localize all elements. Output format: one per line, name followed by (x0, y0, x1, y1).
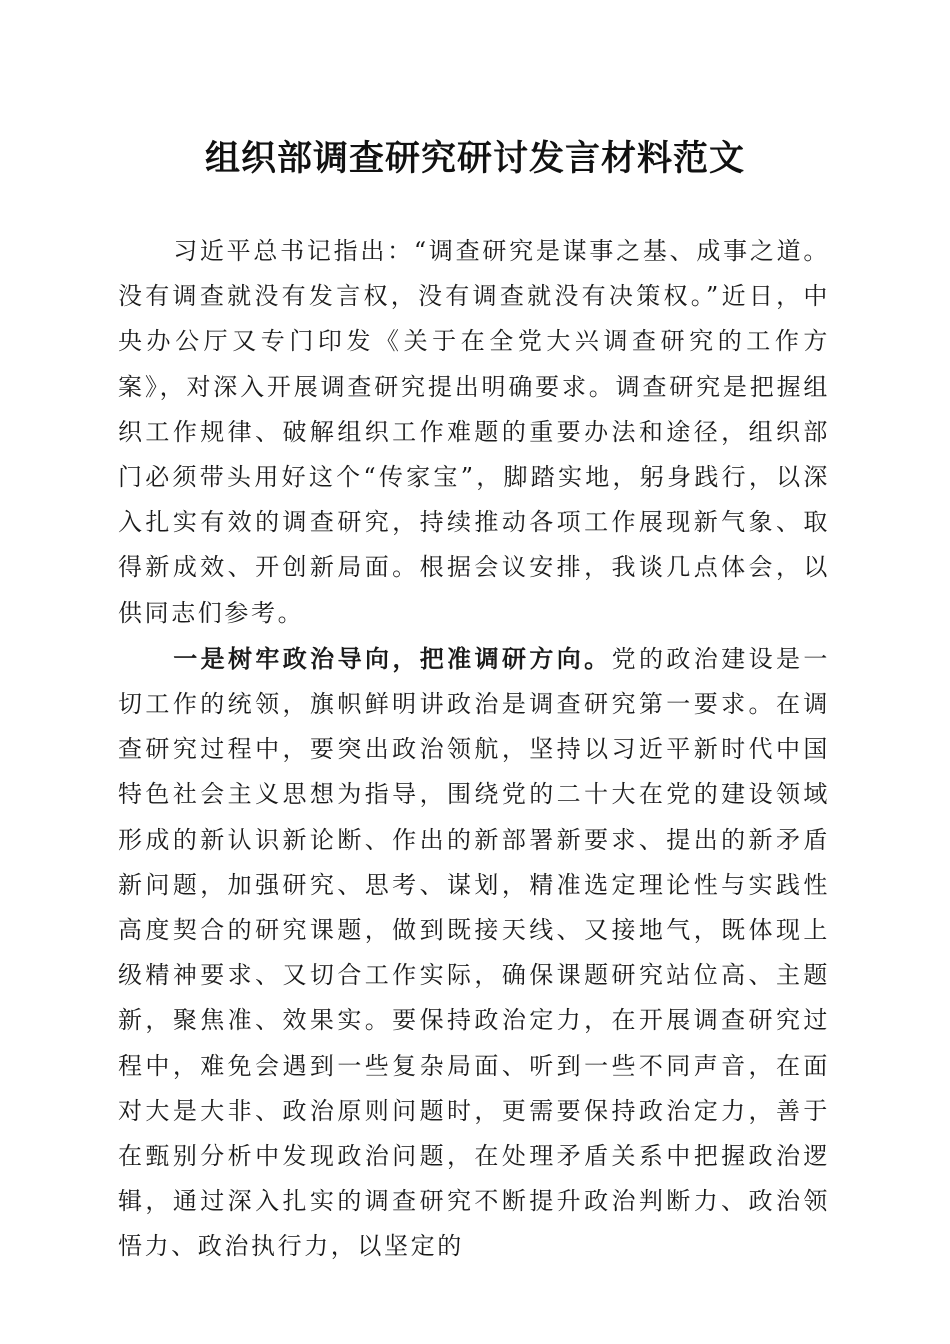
paragraph-point-one (118, 636, 830, 1270)
document-title: 组织部调查研究研讨发言材料范文 (204, 138, 745, 179)
document-body (118, 229, 830, 1270)
paragraph-text: 习近平总书记指出：“调查研究是谋事之基、成事之道。没有调查就没有发言权，没有调查就没有决策权。”近日，中央办公厅又专门印发《关于在全党大兴调查研究的工作方案》，对深入开展调查研究提出明确要求。调查研究是把握组织工作规律、破解组织工作难题的重要办法和途径，组织部门必须带头用好这个“传家宝”，脚踏实地，躬身践行，以深入扎实有效的调查研究，持续推动各项工作展现新气象、取得新成效、开创新局面。根据会议安排，我谈几点体会，以供同志们参考。 (118, 237, 830, 627)
paragraph-lead-heading: 一是树牢政治导向，把准调研方向。 (173, 643, 612, 673)
paragraph-intro (118, 229, 830, 636)
paragraph-text: 党的政治建设是一切工作的统领，旗帜鲜明讲政治是调查研究第一要求。在调查研究过程中，要突出政治领航，坚持以习近平新时代中国特色社会主义思想为指导，围绕党的二十大在党的建设领域形成的新认识新论断、作出的新部署新要求、提出的新矛盾新问题，加强研究、思考、谋划，精准选定理论性与实践性高度契合的研究课题，做到既接天线、又接地气，既体现上级精神要求、又切合工作实际，确保课题研究站位高、主题新，聚焦准、效果实。要保持政治定力，在开展调查研究过程中，难免会遇到一些复杂局面、听到一些不同声音，在面对大是大非、政治原则问题时，更需要保持政治定力，善于在甄别分析中发现政治问题，在处理矛盾关系中把握政治逻辑，通过深入扎实的调查研究不断提升政治判断力、政治领悟力、政治执行力，以坚定的 (118, 644, 830, 1261)
